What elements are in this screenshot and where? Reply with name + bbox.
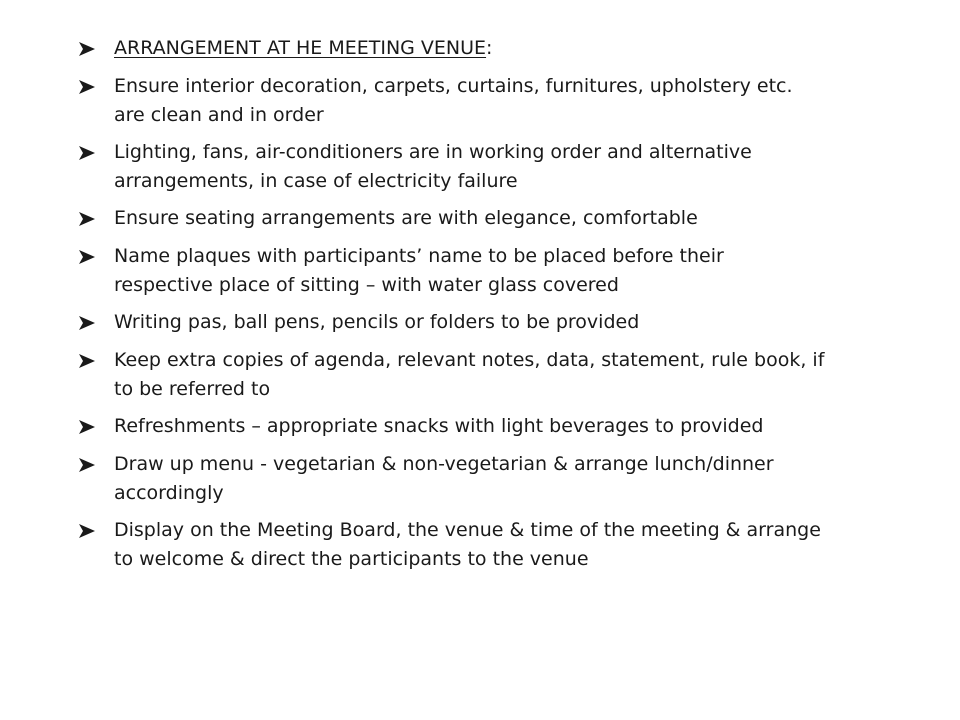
list-item — [78, 204, 928, 234]
heading-suffix: : — [486, 37, 493, 59]
arrow-bullet-icon — [78, 34, 114, 64]
arrow-bullet-icon — [78, 412, 114, 442]
list-item — [78, 516, 928, 574]
arrow-bullet-icon — [78, 308, 114, 338]
arrow-bullet-icon — [78, 138, 114, 168]
list-item — [78, 412, 928, 442]
list-item — [78, 450, 928, 508]
arrow-bullet-icon — [78, 516, 114, 546]
bullet-text: Name plaques with participants’ name to be placed before their respective place of sitting – with water glass covered — [114, 245, 724, 296]
list-item — [78, 242, 928, 300]
list-item — [78, 346, 928, 404]
bullet-text: Ensure interior decoration, carpets, curtains, furnitures, upholstery etc. are clean and in order — [114, 75, 793, 126]
arrow-bullet-icon — [78, 450, 114, 480]
heading-item — [78, 34, 928, 64]
heading-label: ARRANGEMENT AT HE MEETING VENUE — [114, 37, 487, 59]
arrow-bullet-icon — [78, 72, 114, 102]
bullet-text: Lighting, fans, air-conditioners are in working order and alternative arrangements, in case of electricity failure — [114, 141, 752, 192]
bullet-text: Refreshments – appropriate snacks with light beverages to provided — [114, 415, 764, 437]
bullet-text: Writing pas, ball pens, pencils or folders to be provided — [114, 311, 640, 333]
heading-text — [114, 34, 928, 63]
arrow-bullet-icon — [78, 204, 114, 234]
bullet-text: Ensure seating arrangements are with elegance, comfortable — [114, 207, 698, 229]
arrow-bullet-icon — [78, 242, 114, 272]
list-item — [78, 72, 928, 130]
list-item — [78, 308, 928, 338]
bullet-list — [78, 34, 928, 582]
bullet-text: Draw up menu - vegetarian & non-vegetarian & arrange lunch/dinner accordingly — [114, 453, 774, 504]
bullet-text: Display on the Meeting Board, the venue & time of the meeting & arrange to welcome & direct the participants to the venue — [114, 519, 821, 570]
arrow-bullet-icon — [78, 346, 114, 376]
bullet-text: Keep extra copies of agenda, relevant notes, data, statement, rule book, if to be referred to — [114, 349, 825, 400]
list-item — [78, 138, 928, 196]
